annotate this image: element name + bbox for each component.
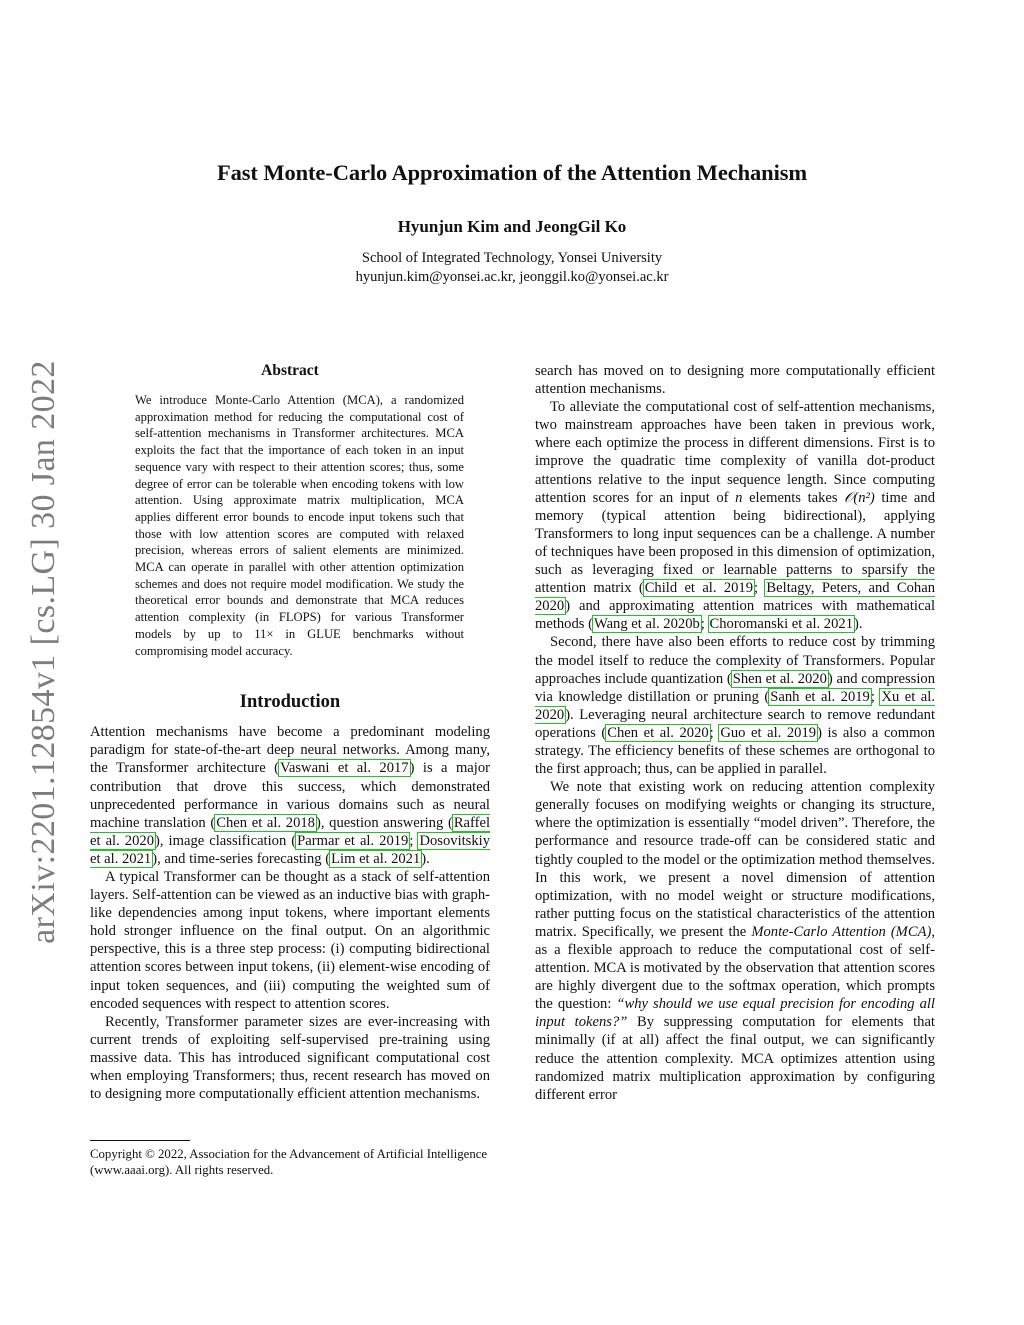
introduction-heading: Introduction xyxy=(239,692,341,713)
math-complexity: 𝒪(n²) xyxy=(844,489,875,506)
citation-link[interactable]: Shen et al. 2020 xyxy=(732,670,827,687)
arxiv-id: arXiv:2201.12854v1 [cs.LG] 30 Jan 2022 xyxy=(25,360,62,944)
intro-paragraph-5: Second, there have also been efforts to reduce cost by trimming the model itself to reduce the complexity of Transformers. Popular approaches include quantization (Shen et al. 2020) and compression via knowledge distillation or pruning (Sanh et al. 2019; Xu et al. 2020). Leveraging neural architecture search to remove redundant operations (Chen et al. 2020; Guo et al. 2019) is also a common strategy. The efficiency benefits of these schemes are orthogonal to the first approach; thus, can be applied in parallel. xyxy=(535,634,936,778)
affiliation-block xyxy=(0,249,1024,287)
intro-paragraph-4: To alleviate the computational cost of self-attention mechanisms, two mainstream approaches have been taken in previous work, where each optimize the process in different dimensions. First is to improve the quadratic time complexity of vanilla dot-product attentions relative to the input sequence length. Since computing attention scores for an input of n elements takes 𝒪(n²) time and memory (typical attention being bidirectional), applying Transformers to long input sequences can be a challenge. A number of techniques have been proposed in this dimension of optimization, such as leveraging fixed or learnable patterns to sparsify the attention matrix (Child et al. 2019; Beltagy, Peters, and Cohan 2020) and approximating attention matrices with mathematical methods (Wang et al. 2020b; Choromanski et al. 2021). xyxy=(535,399,936,633)
citation-link[interactable]: Beltagy, Peters, and Cohan 2020 xyxy=(535,580,935,615)
left-column xyxy=(90,362,491,1103)
citation-link[interactable]: Guo et al. 2019 xyxy=(720,724,817,741)
intro-paragraph-3: Recently, Transformer parameter sizes are ever-increasing with current trends of exploiting self-supervised pre-training using massive data. This has introduced significant computational cost when employing Transformers; thus, recent research has moved on to designing more computationally efficient attention mechanisms. xyxy=(90,1013,490,1103)
footnote-rule xyxy=(90,1140,190,1141)
citation-link[interactable]: Chen et al. 2020 xyxy=(607,724,709,741)
arxiv-stamp xyxy=(16,360,72,945)
intro-paragraph-2: A typical Transformer can be thought as a stack of self-attention layers. Self-attention can be viewed as an inductive bias with graph-like dependencies among input tokens, where important elements hold stronger influence on the final output. On an algorithmic perspective, this is a three step process: (i) computing bidirectional attention scores between input tokens, (ii) element-wise encoding of input token sequences, and (iii) computing the weighted sum of encoded sequences with respect to attention scores. xyxy=(90,869,490,1012)
citation-link[interactable]: Parmar et al. 2019 xyxy=(297,832,409,849)
citation-link[interactable]: Wang et al. 2020b xyxy=(593,616,700,633)
paper-authors: Hyunjun Kim and JeongGil Ko xyxy=(397,217,627,236)
citation-link[interactable]: Dosovitskiy et al. 2021 xyxy=(90,832,491,867)
abstract-text: We introduce Monte-Carlo Attention (MCA), a randomized approximation method for reducing the computational cost of self-attention mechanisms in Transformer architectures. MCA exploits the fact that the importance of each token in an input sequence vary with respect to their attention scores; thus, some degree of error can be tolerable when encoding tokens with low attention. Using approximate matrix multiplication, MCA applies different error bounds to encode input tokens such that those with low attention scores are computed with relaxed precision, whereas errors of salient elements are minimized. MCA can operate in parallel with other attention optimization schemes and does not require model modification. We study the theoretical error bounds and demonstrate that MCA reduces attention complexity (in FLOPS) for various Transformer models by up to 11× in GLUE benchmarks without compromising model accuracy. xyxy=(135,393,464,658)
citation-link[interactable]: Chen et al. 2018 xyxy=(216,814,315,831)
intro-paragraph-1: Attention mechanisms have become a predominant modeling paradigm for state-of-the-art deep neural networks. Among many, the Transformer architecture (Vaswani et al. 2017) is a major contribution that drove this success, which demonstrated unprecedented performance in various domains such as neural machine translation (Chen et al. 2018), question answering (Raffel et al. 2020), image classification (Parmar et al. 2019; Dosovitskiy et al. 2021), and time-series forecasting (Lim et al. 2021). xyxy=(90,724,491,867)
citation-link[interactable]: Xu et al. 2020 xyxy=(535,688,935,723)
research-question: “why should we use equal precision for encoding all input tokens?” xyxy=(535,996,935,1031)
intro-paragraph-6: We note that existing work on reducing attention complexity generally focuses on modifying weights or changing its structure, where the optimization is essentially “model driven”. Therefore, the performance and resource trade-off can be considered static and tightly coupled to the model or the optimization method themselves. In this work, we present a novel dimension of attention optimization, with no model weight or structure modifications, rather putting focus on the statistical characteristics of the attention matrix. Specifically, we present the Monte-Carlo Attention (MCA), as a flexible approach to reduce the computational cost of self-attention. MCA is motivated by the observation that attention scores are highly divergent due to the softmax operation, which prompts the question: “why should we use equal precision for encoding all input tokens?” By suppressing computation for elements that minimally (if at all) affect the final output, we can significantly reduce the attention complexity. MCA optimizes attention using randomized matrix multiplication approximation by configuring different error xyxy=(535,779,936,1103)
math-n: n xyxy=(735,489,743,506)
affiliation: School of Integrated Technology, Yonsei University xyxy=(361,250,663,266)
citation-link[interactable]: Lim et al. 2021 xyxy=(331,850,421,867)
copyright-footnote xyxy=(90,1140,490,1178)
citation-link[interactable]: Choromanski et al. 2021 xyxy=(709,616,853,633)
abstract-heading: Abstract xyxy=(261,362,319,379)
right-column xyxy=(535,362,935,1104)
speedup-value: 11× xyxy=(254,626,274,641)
citation-link[interactable]: Sanh et al. 2019 xyxy=(770,688,870,705)
copyright-text: Copyright © 2022, Association for the Advancement of Artificial Intelligence (www.aaai.org). All rights reserved. xyxy=(90,1147,488,1177)
intro-paragraph-3-continued: search has moved on to designing more computationally efficient attention mechanisms. xyxy=(535,363,935,398)
paper-title: Fast Monte-Carlo Approximation of the Attention Mechanism xyxy=(216,160,808,185)
citation-link[interactable]: Raffel et al. 2020 xyxy=(90,814,491,849)
citation-link[interactable]: Vaswani et al. 2017 xyxy=(279,760,409,777)
mca-term: Monte-Carlo Attention (MCA) xyxy=(751,923,932,940)
citation-link[interactable]: Child et al. 2019 xyxy=(644,580,754,597)
author-emails: hyunjun.kim@yonsei.ac.kr, jeonggil.ko@yonsei.ac.kr xyxy=(355,269,669,285)
